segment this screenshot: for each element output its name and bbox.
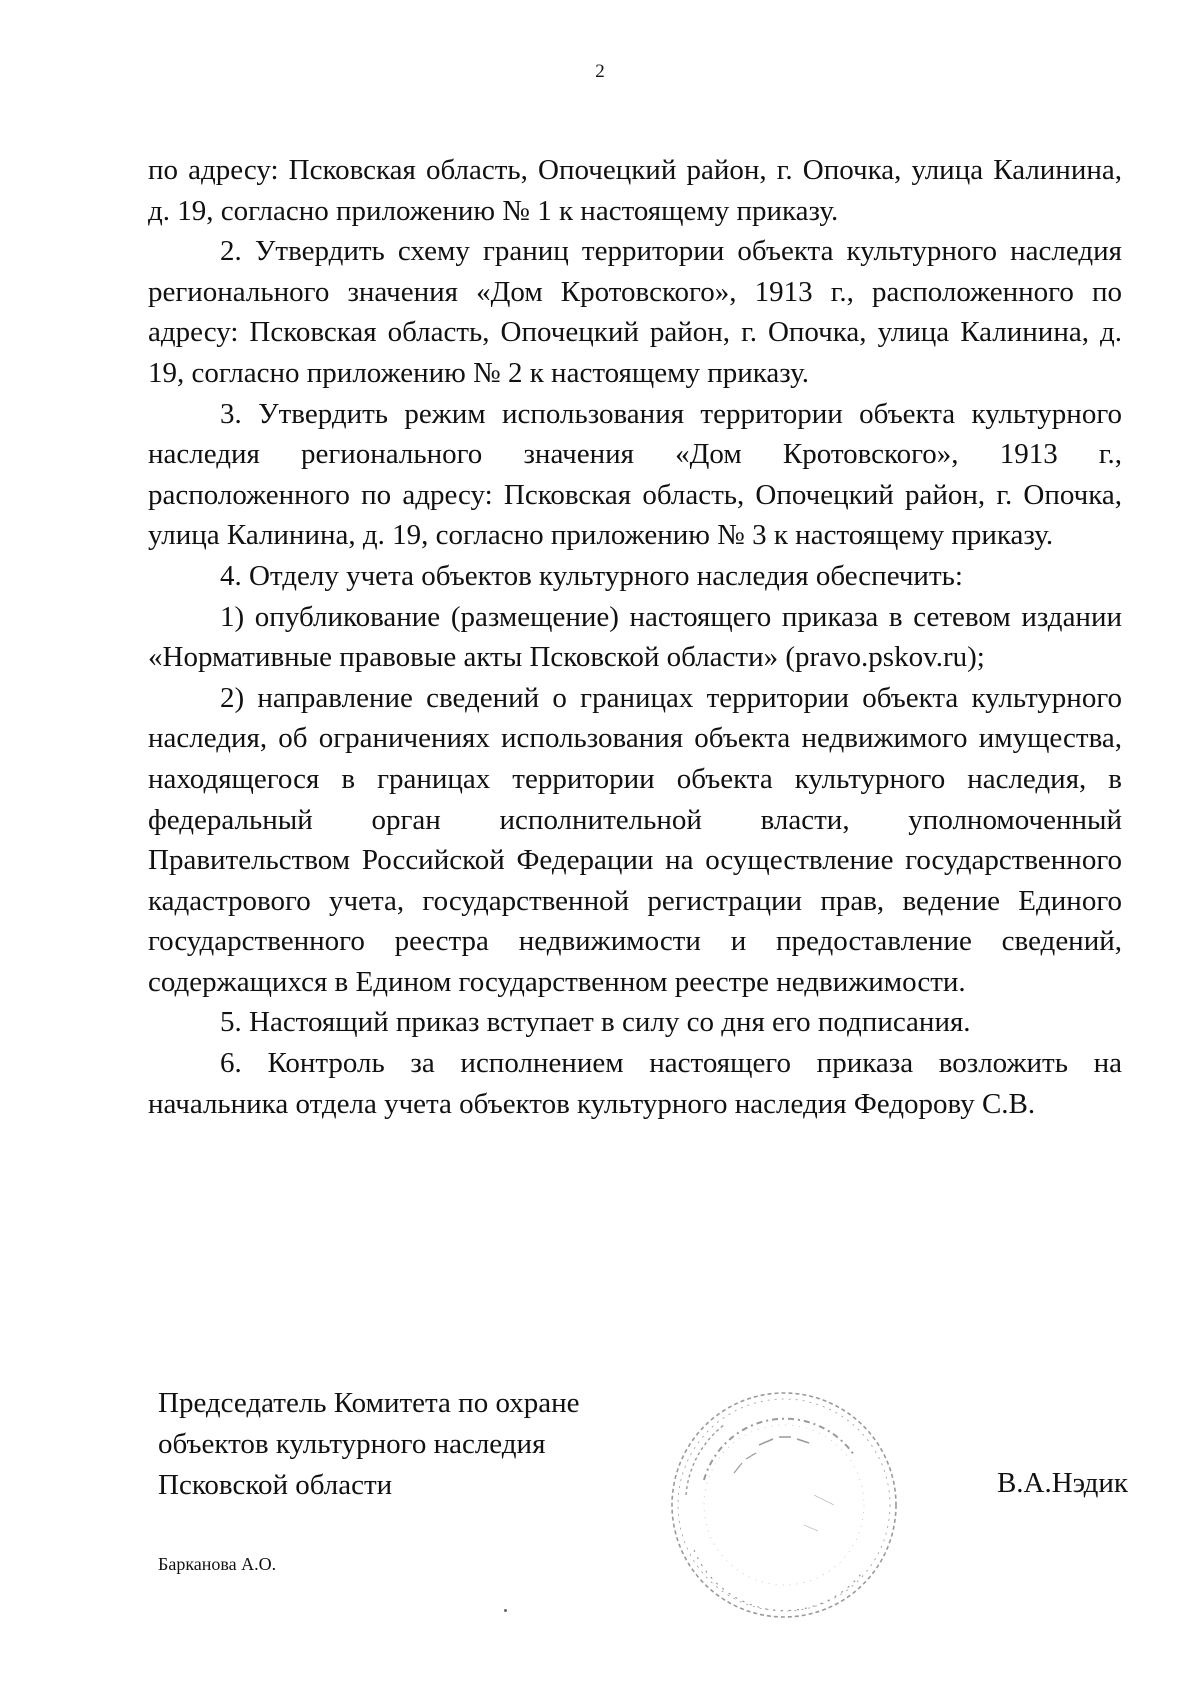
round-seal-icon — [664, 1385, 904, 1625]
scan-speck — [504, 1609, 507, 1612]
executor-name: Барканова А.О. — [158, 1554, 277, 1574]
paragraph-item-5: 5. Настоящий приказ вступает в силу со дня его подписания. — [220, 1006, 971, 1039]
paragraph-item-4: 4. Отделу учета объектов культурного наследия обеспечить: — [220, 559, 963, 592]
order-body — [148, 150, 1122, 1124]
paragraph-address-continuation: по адресу: Псковская область, Опочецкий район, г. Опочка, улица Калинина, д. 19, согласно приложению № 1 к настоящему приказу. — [148, 154, 1122, 227]
paragraph-item-3: 3. Утвердить режим использования территории объекта культурного наследия регионального значения «Дом Кротовского», 1913 г., расположенного по адресу: Псковская область, Опочецкий район, г. Опочка, улица Калинина, д. 19, согласно приложению № 3 к настоящему приказу. — [148, 397, 1122, 552]
paragraph-item-6: 6. Контроль за исполнением настоящего приказа возложить на начальника отдела учета объектов культурного наследия Федорову С.В. — [148, 1047, 1122, 1120]
paragraph-item-2: 2. Утвердить схему границ территории объекта культурного наследия регионального значения «Дом Кротовского», 1913 г., расположенного по адресу: Псковская область, Опочецкий район, г. Опочка, улица Калинина, д. 19, согласно приложению № 2 к настоящему приказу. — [148, 235, 1122, 389]
page-number: 2 — [595, 61, 605, 82]
signatory-position-line: Председатель Комитета по охране — [158, 1387, 580, 1419]
signatory-position-line: Псковской области — [158, 1469, 393, 1501]
signatory-position — [158, 1383, 628, 1506]
signatory-name: В.А.Нэдик — [996, 1467, 1128, 1499]
paragraph-subitem-2: 2) направление сведений о границах территории объекта культурного наследия, об ограничениях использования объекта недвижимого имущества, находящегося в границах территории объекта культурного наследия, в федеральный орган исполнительной власти, уполномоченный Правительством Российской Федерации на осуществление государственного кадастрового учета, государственной регистрации прав, ведение Единого государственного реестра недвижимости и предоставление сведений, содержащихся в Едином государственном реестре недвижимости. — [148, 681, 1122, 998]
signatory-position-line: объектов культурного наследия — [158, 1428, 546, 1460]
paragraph-subitem-1: 1) опубликование (размещение) настоящего приказа в сетевом издании «Нормативные правовые акты Псковской области» (pravo.pskov.ru); — [148, 600, 1122, 674]
